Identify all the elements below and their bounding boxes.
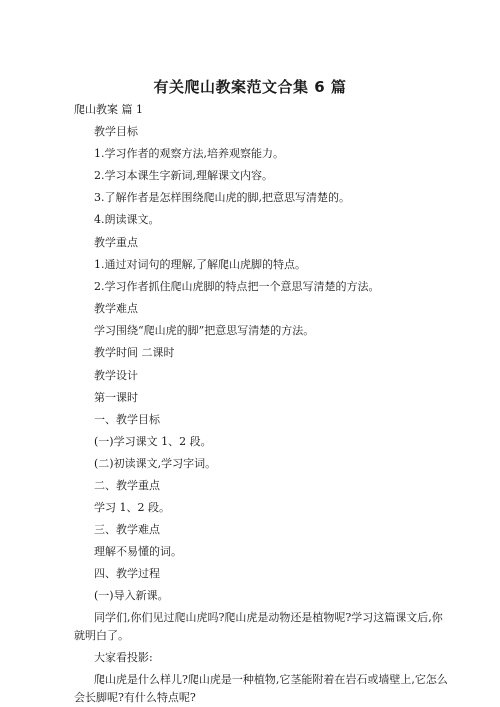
section-heading: 爬山教案 篇 1 (74, 103, 143, 116)
paragraph-line: 3.了解作者是怎样围绕爬山虎的脚,把意思写清楚的。 (94, 191, 350, 204)
paragraph-line: (一)学习课文 1、2 段。 (94, 435, 212, 448)
paragraph-line: 学习围绕“爬山虎的脚”把意思写清楚的方法。 (94, 324, 315, 337)
paragraph-line: 一、教学目标 (94, 413, 160, 426)
document-title: 有关爬山教案范文合集 6 篇 (153, 78, 347, 96)
paragraph-line: 理解不易懂的词。 (94, 545, 182, 558)
paragraph-line: 4.朗读课文。 (94, 213, 160, 226)
paragraph-line: 三、教学难点 (94, 523, 160, 536)
paragraph-line: 1.学习作者的观察方法,培养观察能力。 (94, 147, 284, 160)
paragraph-line: 四、教学过程 (94, 567, 160, 580)
paragraph-line: 二、教学重点 (94, 479, 160, 492)
paragraph-line: 教学目标 (94, 125, 138, 138)
paragraph-line: 2.学习作者抓住爬山虎脚的特点把一个意思写清楚的方法。 (94, 280, 380, 293)
paragraph-line: 2.学习本课生字新词,理解课文内容。 (94, 169, 273, 182)
paragraph-line: 会长脚呢?有什么特点呢? (74, 691, 196, 704)
paragraph-line: 教学时间 二课时 (94, 346, 175, 359)
paragraph-line: (二)初读课文,学习字词。 (94, 457, 217, 470)
paragraph-line: 就明白了。 (74, 629, 129, 642)
paragraph-line: 第一课时 (94, 391, 138, 404)
paragraph-line: 大家看投影: (94, 651, 153, 664)
paragraph-line: 学习 1、2 段。 (94, 501, 170, 514)
paragraph-line: 教学难点 (94, 302, 138, 315)
paragraph-line: 教学设计 (94, 369, 138, 382)
paragraph-line: 1.通过对词句的理解,了解爬山虎脚的特点。 (94, 258, 306, 271)
paragraph-line: 同学们,你们见过爬山虎吗?爬山虎是动物还是植物呢?学习这篇课文后,你 (94, 611, 443, 624)
paragraph-line: (一)导入新课。 (94, 589, 169, 602)
paragraph-line: 教学重点 (94, 236, 138, 249)
paragraph-line: 爬山虎是什么样儿?爬山虎是一种植物,它茎能附着在岩石或墙壁上,它怎么 (94, 673, 448, 686)
